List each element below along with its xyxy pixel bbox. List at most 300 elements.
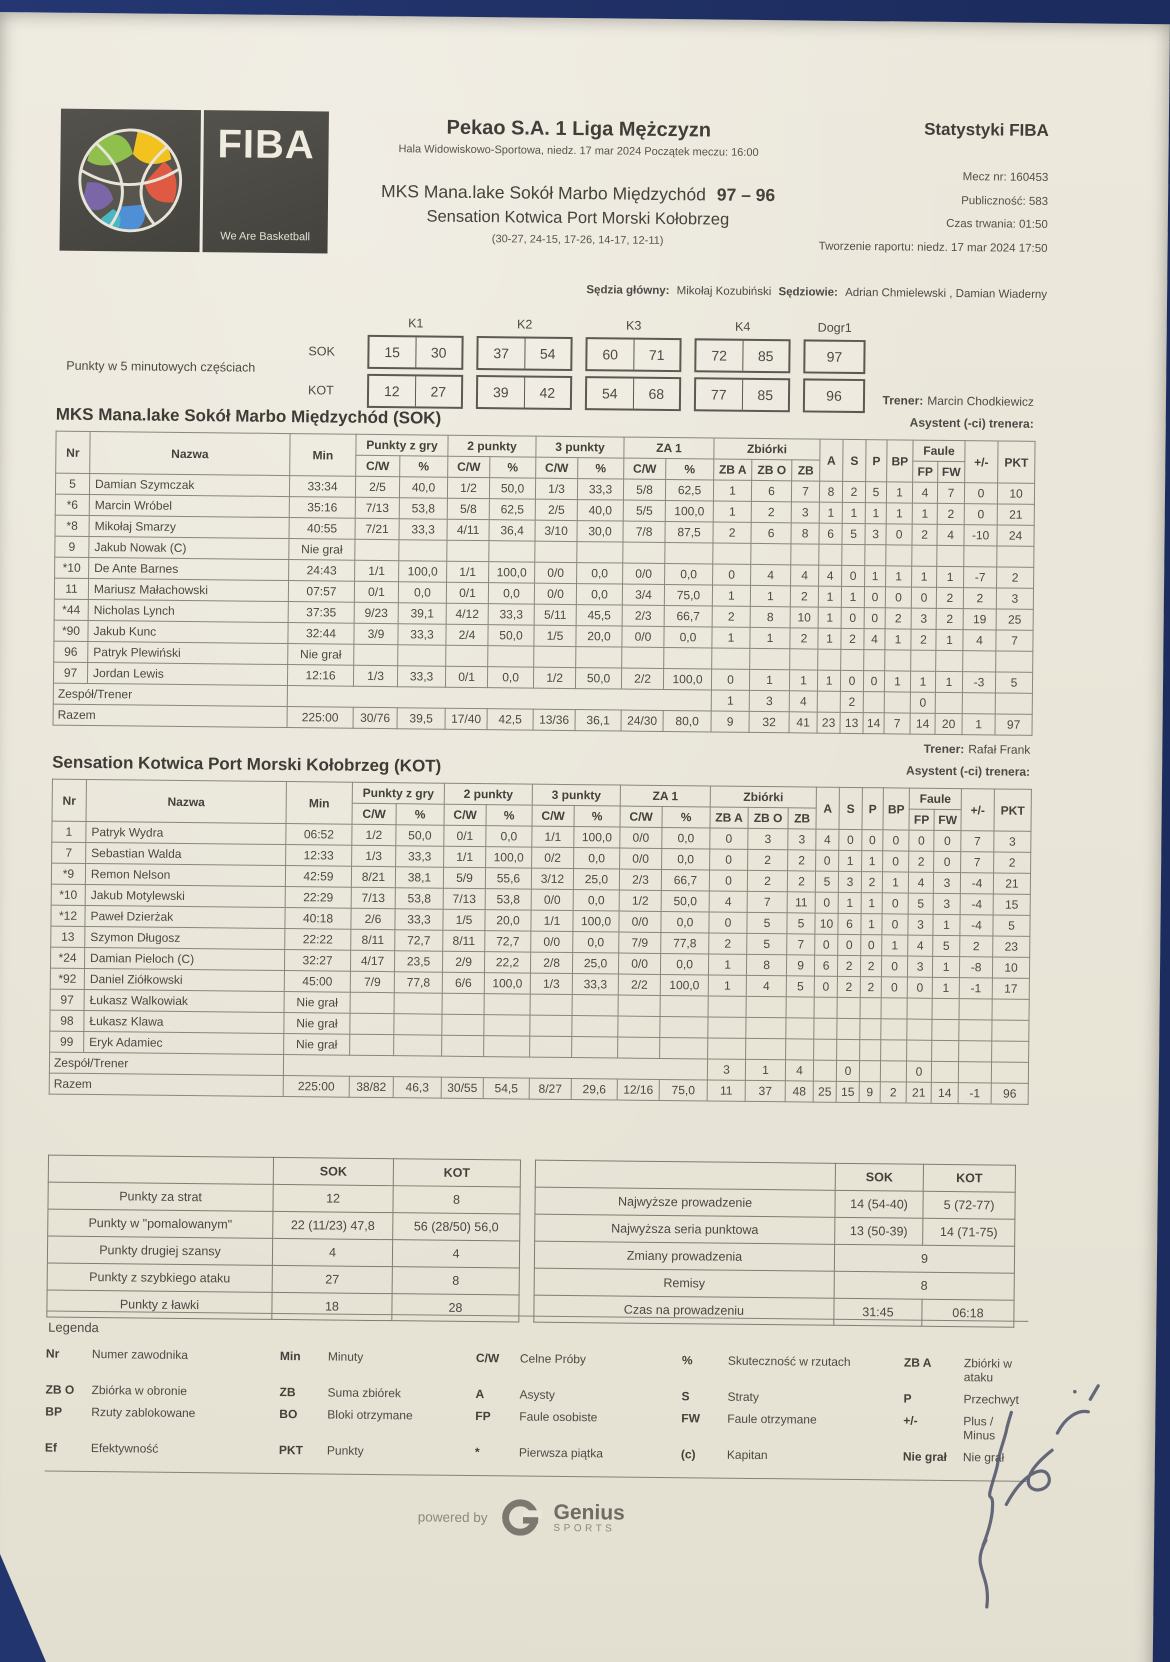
stat-cell: 0 [815,934,838,955]
stat-cell [881,998,907,1019]
stat-cell [489,541,535,562]
stat-cell [936,651,963,672]
player-name-cell: Jakub Nowak (C) [89,537,289,560]
team-section-sok [53,381,1035,737]
stat-cell: 7/9 [350,972,394,993]
stat-cell: *6 [55,494,89,515]
stat-cell: 0 [885,587,911,608]
stat-cell: 2 [790,586,818,607]
stat-cell: 2 [960,936,993,957]
stat-cell: 5 (72-77) [923,1191,1015,1219]
stat-cell: 2/4 [446,625,488,646]
stat-cell: 20 [935,714,962,735]
coach-name: Rafał Frank [968,742,1031,757]
away-team-name: Sensation Kotwica Port Morski Kołobrzeg [426,207,730,229]
column-header: S [843,440,866,482]
stat-cell: 2 [936,588,963,609]
stat-cell [660,1017,708,1039]
stat-cell: 0/0 [620,848,662,869]
stat-cell: 1 [886,566,912,587]
stat-cell: 55,6 [485,868,531,889]
score-box [367,335,463,370]
stat-cell: 8/21 [351,867,395,888]
team-stats-table [53,431,1036,736]
score-cell: 27 [414,376,461,406]
stat-cell: 14 (54-40) [835,1190,923,1218]
stat-cell: 5/8 [447,499,489,520]
row-label: Punkty drugiej szansy [47,1236,272,1265]
column-header: ZB A [710,807,748,828]
stat-cell: 87,5 [665,522,713,544]
stat-cell: 1 [933,915,960,936]
score-cell: 96 [826,387,842,404]
stats-sheet [0,12,1170,1662]
stat-cell: 21 [993,873,1030,894]
stat-cell: 24/30 [621,710,663,731]
stat-cell [746,1018,786,1039]
stat-cell: 24:43 [289,560,355,582]
stat-cell: 54,5 [483,1078,529,1099]
score-cell: 60 [602,346,619,363]
stat-cell [535,542,577,563]
stat-cell: 0 [910,692,935,713]
stat-cell: 07:57 [288,581,354,603]
stat-cell: 3 [996,588,1033,609]
stat-cell: 8/11 [351,930,395,951]
stat-cell: 53,8 [485,889,531,910]
score-box [585,337,681,372]
stat-cell: 18 [272,1292,392,1320]
stat-cell: 0 [883,830,909,851]
stat-cell: 0,0 [398,582,446,604]
legend-definition: Numer zawodnika [91,1347,189,1363]
period-label: K4 [735,319,751,334]
stat-cell: 225:00 [287,707,353,729]
stat-cell: 23 [993,936,1030,957]
team-head [52,729,1030,784]
stat-cell: 17 [992,978,1029,999]
fiba-logo [60,109,329,254]
legend-title: Legenda [48,1319,99,1336]
stat-cell: 3 [838,872,861,893]
stat-cell [959,1041,992,1062]
stat-cell: 3 [908,914,933,935]
stat-cell: 36,1 [575,710,621,731]
stat-cell [881,1040,907,1061]
stat-cell: Nie grał [288,644,354,666]
stat-cell: 14 [931,1083,958,1104]
legend-definition: Nie grał [962,1450,1005,1465]
stat-cell: 33:34 [289,476,355,498]
legend-term: Min [279,1349,301,1364]
stat-cell: 75,0 [659,1080,707,1102]
stat-cell [577,542,623,563]
column-header: C/W [352,804,396,825]
stat-cell: 30/76 [353,708,397,729]
stat-cell: 0 [863,671,884,692]
stat-cell [992,1041,1029,1062]
stat-cell [665,543,713,565]
stat-cell [488,646,534,667]
stat-cell: 53,8 [395,888,443,910]
row-label: Czas na prowadzeniu [534,1295,834,1325]
stat-cell: 1 [886,503,912,524]
score-cell: 37 [493,345,510,362]
score-cell: 85 [741,380,788,410]
legend-term: ZB O [45,1382,75,1397]
stat-cell: 2 [713,522,751,543]
stat-cell: 25 [996,609,1033,630]
stat-cell: -1 [959,978,992,999]
stat-cell: 2/6 [351,909,395,930]
stat-cell: 10 [790,607,818,628]
stat-cell: 0 [907,977,932,998]
row-label: Punkty za strat [48,1182,273,1211]
column-header: 2 punkty [448,436,536,458]
stat-cell [530,1015,572,1036]
player-name-cell: Sebastian Walda [86,843,286,866]
stat-cell [350,1014,394,1035]
stat-cell [394,993,442,1015]
legend-term: % [681,1353,693,1368]
stat-cell: 7/8 [623,521,665,542]
stat-cell: 13 [51,926,85,947]
stat-cell: 38,1 [395,867,443,889]
stat-cell: *8 [55,515,89,536]
stat-cell: 0 [864,587,885,608]
stat-cell: 8/11 [443,931,485,952]
stat-cell: 32 [749,712,789,733]
legend-definition: Suma zbiórek [327,1385,402,1401]
stat-cell: 32:44 [288,623,354,645]
stat-cell: 3/10 [535,521,577,542]
stat-cell [484,1015,530,1036]
legend-definition: Efektywność [90,1441,159,1456]
stat-cell [791,544,819,565]
score-cell: 77 [710,386,727,403]
stat-cell [937,546,964,567]
stat-cell: 15 [993,894,1030,915]
stat-cell: 11 [54,578,88,599]
stat-cell: 38/82 [349,1077,393,1098]
stat-cell: 1 [818,586,841,607]
stat-cell: -7 [964,567,997,588]
stat-cell: 39,1 [398,603,446,625]
stat-cell: 11 [707,1080,745,1101]
stat-cell [447,541,489,562]
stat-cell [881,1019,907,1040]
stat-cell: 0 [862,830,883,851]
stat-cell [991,1062,1028,1083]
stat-cell: 2 [748,850,788,871]
column-header: Min [286,782,352,825]
legend-term: Nr [45,1346,60,1361]
stat-cell: 97 [53,662,87,683]
stat-cell: 7/21 [355,519,399,540]
legend-definition: Faule otrzymane [727,1411,817,1427]
stat-cell: 8 [392,1267,519,1295]
stat-cell [997,546,1034,567]
stat-cell: 24 [997,525,1034,546]
stat-cell: 2/5 [355,477,399,498]
team-table-sok [53,431,1034,736]
stat-cell: 100,0 [574,827,620,848]
stat-cell: 72,7 [395,930,443,952]
stat-cell: 3 [933,894,960,915]
stat-cell [446,646,488,667]
stat-cell [963,651,996,672]
score-cell: 30 [415,337,462,367]
score-cell: 54 [524,339,571,369]
stat-cell [394,1035,442,1057]
stat-cell [355,540,399,561]
stat-cell: 98 [50,1010,84,1031]
stat-cell: 2/8 [530,952,572,973]
player-name-cell: Nicholas Lynch [88,600,288,623]
legend-definition: Celne Próby [519,1351,587,1367]
row-label: Remisy [534,1268,834,1298]
stat-cell: 0 [815,892,838,913]
main-referee-name: Mikołaj Kozubiński [676,285,772,299]
legend-definition: Faule osobiste [519,1409,598,1425]
stat-cell [350,1035,394,1056]
column-header: ZB [788,808,816,829]
fiba-tagline: We Are Basketball [220,230,311,244]
stat-cell: 1 [912,503,937,524]
stat-cell: 0,0 [665,564,713,586]
column-header: Nazwa [86,780,286,824]
stat-cell: 0 [934,831,961,852]
stat-cell: 1 [750,628,790,649]
stat-cell [708,1038,746,1059]
team-head [56,381,1034,436]
stat-cell: 1 [838,893,861,914]
stat-cell: 33,3 [488,604,534,625]
stat-cell: 9/23 [354,603,398,624]
stat-cell: 13 (50-39) [835,1217,923,1245]
stat-cell: 32:27 [284,950,350,972]
stat-cell: 77,8 [661,933,709,955]
stat-cell [712,648,750,669]
stat-cell: 4 [908,872,933,893]
stat-cell: -10 [964,525,997,546]
stat-cell [932,999,959,1020]
stat-cell: 0 [883,851,909,872]
team-title: Sensation Kotwica Port Morski Kołobrzeg (KOT) [52,752,442,777]
stat-cell: 0 [713,564,751,585]
stat-cell: 0 [709,912,747,933]
stat-cell: 8 [834,1271,1014,1300]
stat-cell: 1 [708,954,746,975]
stat-cell: 0/0 [623,563,665,584]
stat-cell: 6 [814,955,837,976]
stat-cell [837,998,860,1019]
column-header: ZB O [748,808,788,829]
stat-cell: 53,8 [399,498,447,520]
stat-cell: 2 [790,628,818,649]
stat-cell: 2 [911,629,936,650]
player-name-cell: Daniel Ziółkowski [84,969,284,992]
coach-block [882,389,1034,435]
report-created: Tworzenie raportu: niedz. 17 mar 2024 17:50 [818,240,1048,255]
column-header: C/W [532,805,574,826]
stat-cell: 3 [791,502,819,523]
stat-cell: 2 [841,629,864,650]
period-label: K2 [517,317,533,332]
stat-cell: 1 [885,629,911,650]
stat-cell: 4 [819,565,842,586]
stat-cell: 7 [884,713,910,734]
stat-cell: 2 [787,871,815,892]
team-title: MKS Mana.lake Sokół Marbo Międzychód (SOK) [55,404,442,429]
score-box [803,339,865,374]
stat-cell [959,999,992,1020]
stat-cell: 3 [907,956,932,977]
stat-cell: 10 [815,913,838,934]
stat-cell: 1 [52,821,86,842]
legend-definition: Bloki otrzymane [327,1407,413,1423]
stat-cell: 33,3 [397,666,445,688]
stat-cell: 0/0 [535,563,577,584]
stat-cell: 0 [886,524,912,545]
stat-cell: 0 [710,828,748,849]
stat-cell: 4 [751,565,791,586]
score-cell: 68 [632,379,679,409]
stat-cell [786,997,814,1018]
stat-cell: 2/2 [621,668,663,689]
stat-cell [576,647,622,668]
stat-cell: 31:45 [834,1298,922,1326]
stat-cell: 100,0 [484,973,530,994]
score-box [476,336,572,371]
stat-cell: 36,4 [489,520,535,541]
column-header: Punkty z gry [356,435,448,457]
stat-cell [534,647,576,668]
stat-cell [660,996,708,1018]
stat-cell: 1 [789,670,817,691]
legend-term: C/W [475,1351,500,1366]
stat-cell: 7 [961,852,994,873]
stat-cell: 3/12 [531,868,573,889]
legend-term: S [681,1389,690,1404]
stat-cell: 1 [861,893,882,914]
team-code-label: SOK [308,344,335,359]
stat-cell: 1/5 [443,910,485,931]
stat-cell: 2 [860,956,881,977]
column-header: Min [290,434,356,477]
player-name-cell: Jordan Lewis [87,663,287,686]
stat-cell: 8/27 [529,1078,571,1099]
score-cell: 12 [383,383,400,400]
stat-cell: 21 [906,1082,931,1103]
referees-label: Sędziowie: [778,286,838,299]
stat-cell: 33,3 [398,624,446,646]
stat-cell: 1 [884,671,910,692]
stat-cell: 5 [865,482,886,503]
quarter-breakdown: (30-27, 24-15, 17-26, 14-17, 12-11) [491,233,664,247]
stat-cell: 39,5 [397,708,445,730]
stat-cell [750,649,790,670]
score-cell: 42 [523,378,570,408]
stat-cell: 0 [882,893,908,914]
stat-cell [398,645,446,667]
column-header: % [662,807,710,829]
stat-cell: 1/2 [619,890,661,911]
stat-cell: 23 [817,712,840,733]
stat-cell: -8 [959,957,992,978]
stat-cell: -1 [958,1083,991,1104]
stat-cell: 6/6 [442,973,484,994]
stat-cell: 100,0 [399,561,447,583]
stat-cell: 0 [836,1061,859,1082]
stat-cell: 1 [882,872,908,893]
stat-cell: 0/1 [354,582,398,603]
stat-cell: 4 [864,629,885,650]
stat-cell [708,996,746,1017]
stat-cell: 0,0 [662,849,710,871]
stat-cell: 7 [787,934,815,955]
home-team-name: MKS Mana.lake Sokół Marbo Międzychód [380,181,707,205]
column-header: FP [913,461,938,482]
venue-line: Hala Widowiskowo-Sportowa, niedz. 17 mar 2024 Początek meczu: 16:00 [398,143,759,159]
stat-cell: 1 [745,1060,785,1081]
stat-cell [622,647,664,668]
stat-cell [813,1060,836,1081]
column-header: A [820,439,843,481]
stat-cell: 1 [886,482,912,503]
report-info [727,118,1048,262]
stat-cell [660,1038,708,1060]
stat-cell [932,1020,959,1041]
score-cell: 54 [601,385,618,402]
stat-cell [996,651,1033,672]
stat-cell [746,997,786,1018]
stat-cell: 0/0 [620,827,662,848]
column-header: 3 punkty [536,437,624,459]
stat-cell: 2 [937,504,964,525]
stat-cell [790,649,818,670]
stat-cell: 2/3 [622,605,664,626]
stat-cell: 1/2 [352,825,396,846]
stat-cell: 62,5 [489,499,535,520]
stat-cell: 0/0 [622,626,664,647]
stat-cell: 1/2 [447,478,489,499]
stat-cell [992,999,1029,1020]
stat-cell [842,545,865,566]
score-cell: 85 [742,341,789,371]
referees-names: Adrian Chmielewski , Damian Wiaderny [845,286,1048,301]
stat-cell: 3/9 [354,624,398,645]
fiba-globe-icon [60,109,201,252]
player-name-cell: De Ante Barnes [89,558,289,581]
stat-cell: 3 [748,829,788,850]
stat-cell [814,1018,837,1039]
column-header: % [666,459,714,481]
stat-cell: 5/9 [443,868,485,889]
stat-cell: 3 [911,608,936,629]
stat-cell: 50,0 [488,625,534,646]
stat-cell: 1 [819,502,842,523]
stat-cell: 1 [935,672,962,693]
column-header: ZB A [714,459,752,480]
stat-cell: 4 [816,829,839,850]
stat-cell: 1/1 [355,561,399,582]
handwritten-signature [920,1356,1157,1625]
final-score: 97 – 96 [716,184,776,206]
legend-term: (c) [680,1447,696,1462]
stat-cell: 0,0 [664,627,712,649]
legend-section [45,1311,1029,1482]
